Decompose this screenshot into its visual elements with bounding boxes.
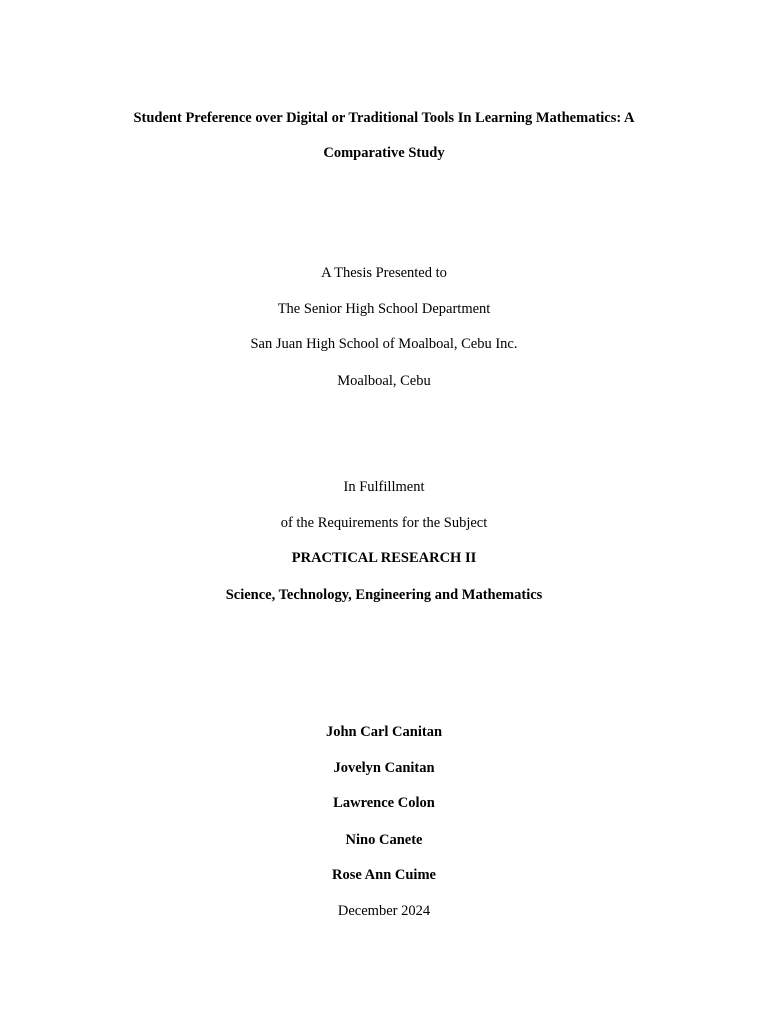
author-name: Rose Ann Cuime (332, 867, 436, 883)
requirements-text: of the Requirements for the Subject (280, 515, 488, 531)
author-name: Nino Canete (345, 832, 423, 848)
school-name-text: San Juan High School of Moalboal, Cebu Inc. (250, 336, 518, 352)
author-name: Jovelyn Canitan (333, 760, 435, 776)
author-name: John Carl Canitan (325, 724, 443, 740)
presented-to-text: A Thesis Presented to (321, 265, 447, 281)
department-text: The Senior High School Department (277, 301, 491, 317)
thesis-title-line-2: Comparative Study (323, 145, 445, 161)
strand-name: Science, Technology, Engineering and Mathematics (225, 587, 543, 603)
fulfillment-text: In Fulfillment (343, 479, 425, 495)
thesis-title-line-1: Student Preference over Digital or Traditional Tools In Learning Mathematics: A (133, 110, 635, 126)
location-text: Moalboal, Cebu (337, 373, 431, 389)
subject-name: PRACTICAL RESEARCH II (291, 550, 477, 566)
submission-date: December 2024 (337, 903, 431, 919)
author-name: Lawrence Colon (333, 795, 435, 811)
